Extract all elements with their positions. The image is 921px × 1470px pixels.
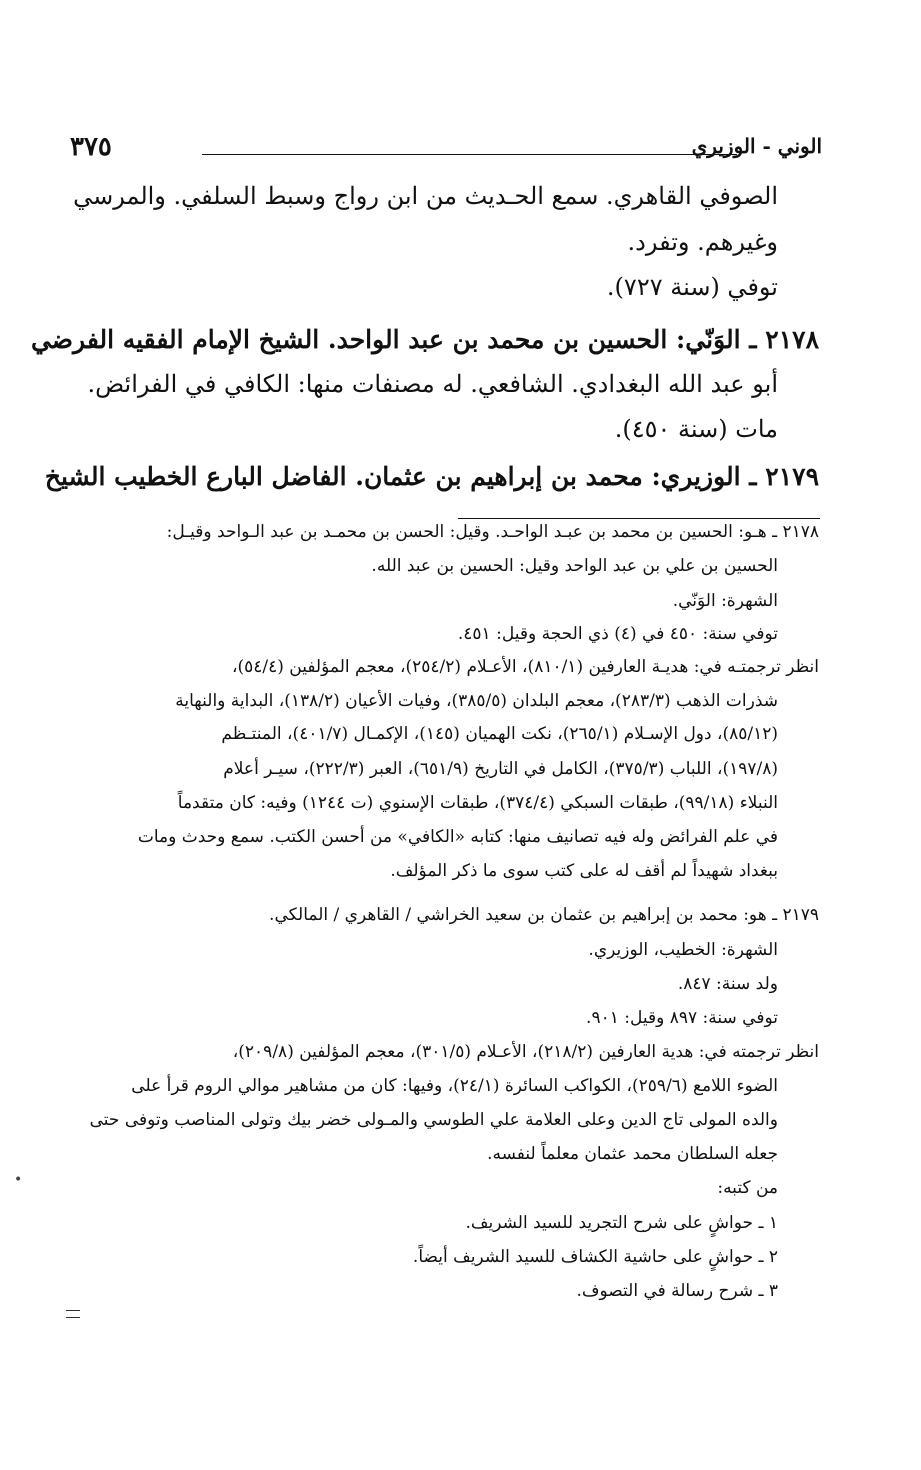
book-list-item: ٢ ـ حواشٍ على حاشية الكشاف للسيد الشريف أيضاً. (412, 1247, 778, 1267)
main-line: وغيرهم. وتفرد. (627, 228, 778, 256)
main-line: مات (سنة ٤٥٠). (614, 415, 778, 443)
footnote-line: (٨٥/١٢)، دول الإسـلام (٢٦٥/١)، نكت الهميان (١٤٥)، الإكمـال (٤٠١/٧)، المنتـظم (221, 724, 778, 744)
book-list-item: ٣ ـ شرح رسالة في التصوف. (576, 1281, 778, 1301)
header-rule (202, 154, 737, 155)
entry-2178-heading: ٢١٧٨ ـ الوَنّي: الحسين بن محمد بن عبد الواحد. الشيخ الإمام الفقيه الفرضي (30, 325, 819, 354)
footnote-line: من كتبه: (717, 1178, 778, 1198)
footnote-line: توفي سنة: ٨٩٧ وقيل: ٩٠١. (586, 1008, 778, 1028)
footnote-line: شذرات الذهب (٢٨٣/٣)، معجم البلدان (٣٨٥/٥)، وفيات الأعيان (١٣٨/٢)، البداية والنهاية (175, 691, 778, 711)
main-line: أبو عبد الله البغدادي. الشافعي. له مصنفات منها: الكافي في الفرائض. (87, 370, 778, 398)
footnote-line: الضوء اللامع (٢٥٩/٦)، الكواكب السائرة (٢٤/١)، وفيها: كان من مشاهير موالي الروم قرأ على (131, 1076, 778, 1096)
main-line: الصوفي القاهري. سمع الحـديث من ابن رواج وسبط السلفي. والمرسي (73, 182, 778, 210)
footnote-line: انظر ترجمتـه في: هديـة العارفين (٨١٠/١)، الأعـلام (٢٥٤/٢)، معجم المؤلفين (٥٤/٤)، (231, 657, 819, 677)
footnote-line: الحسين بن علي بن عبد الواحد وقيل: الحسين بن عبد الله. (371, 556, 778, 576)
running-title: الوني - الوزيري (691, 134, 822, 158)
footnote-line: الشهرة: الخطيب، الوزيري. (588, 940, 778, 960)
footnote-line: ولد سنة: ٨٤٧. (677, 974, 778, 994)
margin-mark: • (14, 1172, 23, 1188)
footnote-line: جعله السلطان محمد عثمان معلماً لنفسه. (487, 1144, 778, 1164)
book-list-item: ١ ـ حواشٍ على شرح التجريد للسيد الشريف. (465, 1213, 778, 1233)
footnote-line: النبلاء (٩٩/١٨)، طبقات السبكي (٣٧٤/٤)، طبقات الإسنوي (ت ١٢٤٤) وفيه: كان متقدماً (177, 793, 778, 813)
entry-2179-heading: ٢١٧٩ ـ الوزيري: محمد بن إبراهيم بن عثمان. الفاضل البارع الخطيب الشيخ (44, 462, 819, 491)
footnote-separator (458, 518, 820, 519)
footnote-line: في علم الفرائض وله فيه تصانيف منها: كتابه «الكافي» من أحسن الكتب. سمع وحدث ومات (137, 827, 778, 847)
footnote-line: ٢١٧٨ ـ هـو: الحسين بن محمد بن عبـد الواحـد. وقيل: الحسن بن محمـد بن عبد الـواحد وقيـل: (166, 522, 819, 542)
margin-mark (66, 1310, 80, 1318)
footnote-line: توفي سنة: ٤٥٠ في (٤) ذي الحجة وقيل: ٤٥١. (457, 624, 778, 644)
footnote-line: ببغداد شهيداً لم أقف له على كتب سوى ما ذكر المؤلف. (390, 861, 778, 881)
running-header (62, 132, 822, 172)
footnote-line: انظر ترجمته في: هدية العارفين (٢١٨/٢)، الأعـلام (٣٠١/٥)، معجم المؤلفين (٢٠٩/٨)، (232, 1042, 819, 1062)
footnote-line: والده المولى تاج الدين وعلى العلامة علي الطوسي والمـولى خضر بيك وتولى المناصب وتوفى حتى (89, 1110, 778, 1130)
page-number: ٣٧٥ (70, 132, 112, 162)
footnote-line: الشهرة: الوَنّي. (672, 591, 778, 611)
main-line: توفي (سنة ٧٢٧). (606, 273, 778, 301)
footnote-line: ٢١٧٩ ـ هو: محمد بن إبراهيم بن عثمان بن سعيد الخراشي / القاهري / المالكي. (269, 905, 819, 925)
footnote-line: (١٩٧/٨)، اللباب (٣٧٥/٣)، الكامل في التاريخ (٦٥١/٩)، العبر (٢٢٢/٣)، سيـر أعلام (223, 759, 778, 779)
